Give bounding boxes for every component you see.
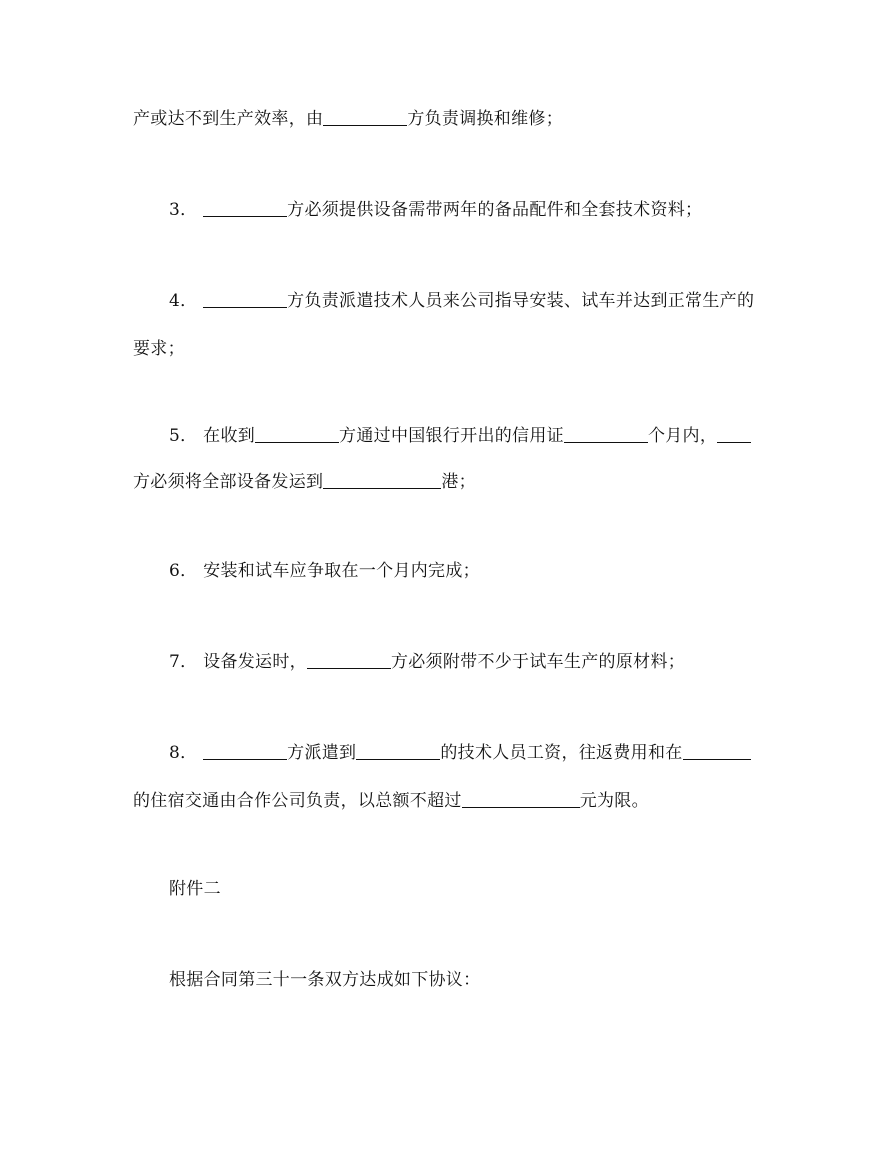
clause-item-7 — [169, 651, 809, 673]
paragraph-2-tail — [133, 108, 773, 130]
paragraph-text: 个月内， — [647, 426, 718, 446]
paragraph-text: 的住宿交通由合作公司负责，以总额不超过 — [133, 791, 462, 811]
fill-in-blank[interactable] — [717, 426, 751, 443]
clause-number: 8． — [169, 743, 198, 763]
paragraph-text: 的技术人员工资，往返费用和在 — [440, 743, 683, 763]
paragraph-text: 方必须提供设备需带两年的备品配件和全套技术资料； — [287, 200, 703, 220]
paragraph-text: 设备发运时， — [203, 652, 307, 672]
annex-title-text: 附件二 — [169, 879, 221, 899]
fill-in-blank[interactable] — [683, 743, 751, 760]
paragraph-text: 要求； — [133, 339, 185, 359]
clause-item-6 — [169, 560, 809, 582]
fill-in-blank[interactable] — [203, 200, 287, 217]
fill-in-blank[interactable] — [356, 743, 440, 760]
fill-in-blank[interactable] — [203, 743, 287, 760]
paragraph-text: 方必须将全部设备发运到 — [133, 472, 324, 492]
paragraph-text: 方派遣到 — [287, 743, 357, 763]
clause-item-3 — [169, 199, 809, 221]
clause-number: 7． — [169, 652, 198, 672]
fill-in-blank[interactable] — [255, 426, 339, 443]
clause-item-4-continued — [133, 338, 773, 360]
paragraph-text: 产或达不到生产效率，由 — [133, 109, 324, 129]
paragraph-text: 安装和试车应争取在一个月内完成； — [203, 561, 480, 581]
clause-item-8 — [169, 742, 809, 764]
paragraph-text: 在收到 — [203, 426, 256, 446]
clause-number: 5． — [169, 426, 198, 446]
clause-item-5-continued — [133, 471, 773, 493]
paragraph-text: 方必须附带不少于试车生产的原材料； — [390, 652, 686, 672]
fill-in-blank[interactable] — [307, 652, 391, 669]
paragraph-text: 方负责派遣技术人员来公司指导安装、试车并达到正常生产的 — [287, 291, 755, 311]
fill-in-blank[interactable] — [462, 791, 580, 808]
paragraph-text: 港； — [441, 472, 476, 492]
clause-number: 3． — [169, 200, 198, 220]
paragraph-text: 方负责调换和维修； — [407, 109, 564, 129]
clause-number: 6． — [169, 561, 198, 581]
annex-intro-text: 根据合同第三十一条双方达成如下协议： — [169, 970, 481, 990]
clause-number: 4． — [169, 291, 198, 311]
annex-title — [169, 878, 809, 900]
paragraph-text: 方通过中国银行开出的信用证 — [339, 426, 564, 446]
paragraph-text: 元为限。 — [579, 791, 649, 811]
fill-in-blank[interactable] — [323, 109, 407, 126]
annex-intro — [169, 969, 809, 991]
fill-in-blank[interactable] — [203, 291, 287, 308]
fill-in-blank[interactable] — [564, 426, 648, 443]
clause-item-4 — [169, 290, 809, 312]
clause-item-5 — [169, 425, 809, 447]
fill-in-blank[interactable] — [323, 472, 441, 489]
clause-item-8-continued — [133, 790, 773, 812]
